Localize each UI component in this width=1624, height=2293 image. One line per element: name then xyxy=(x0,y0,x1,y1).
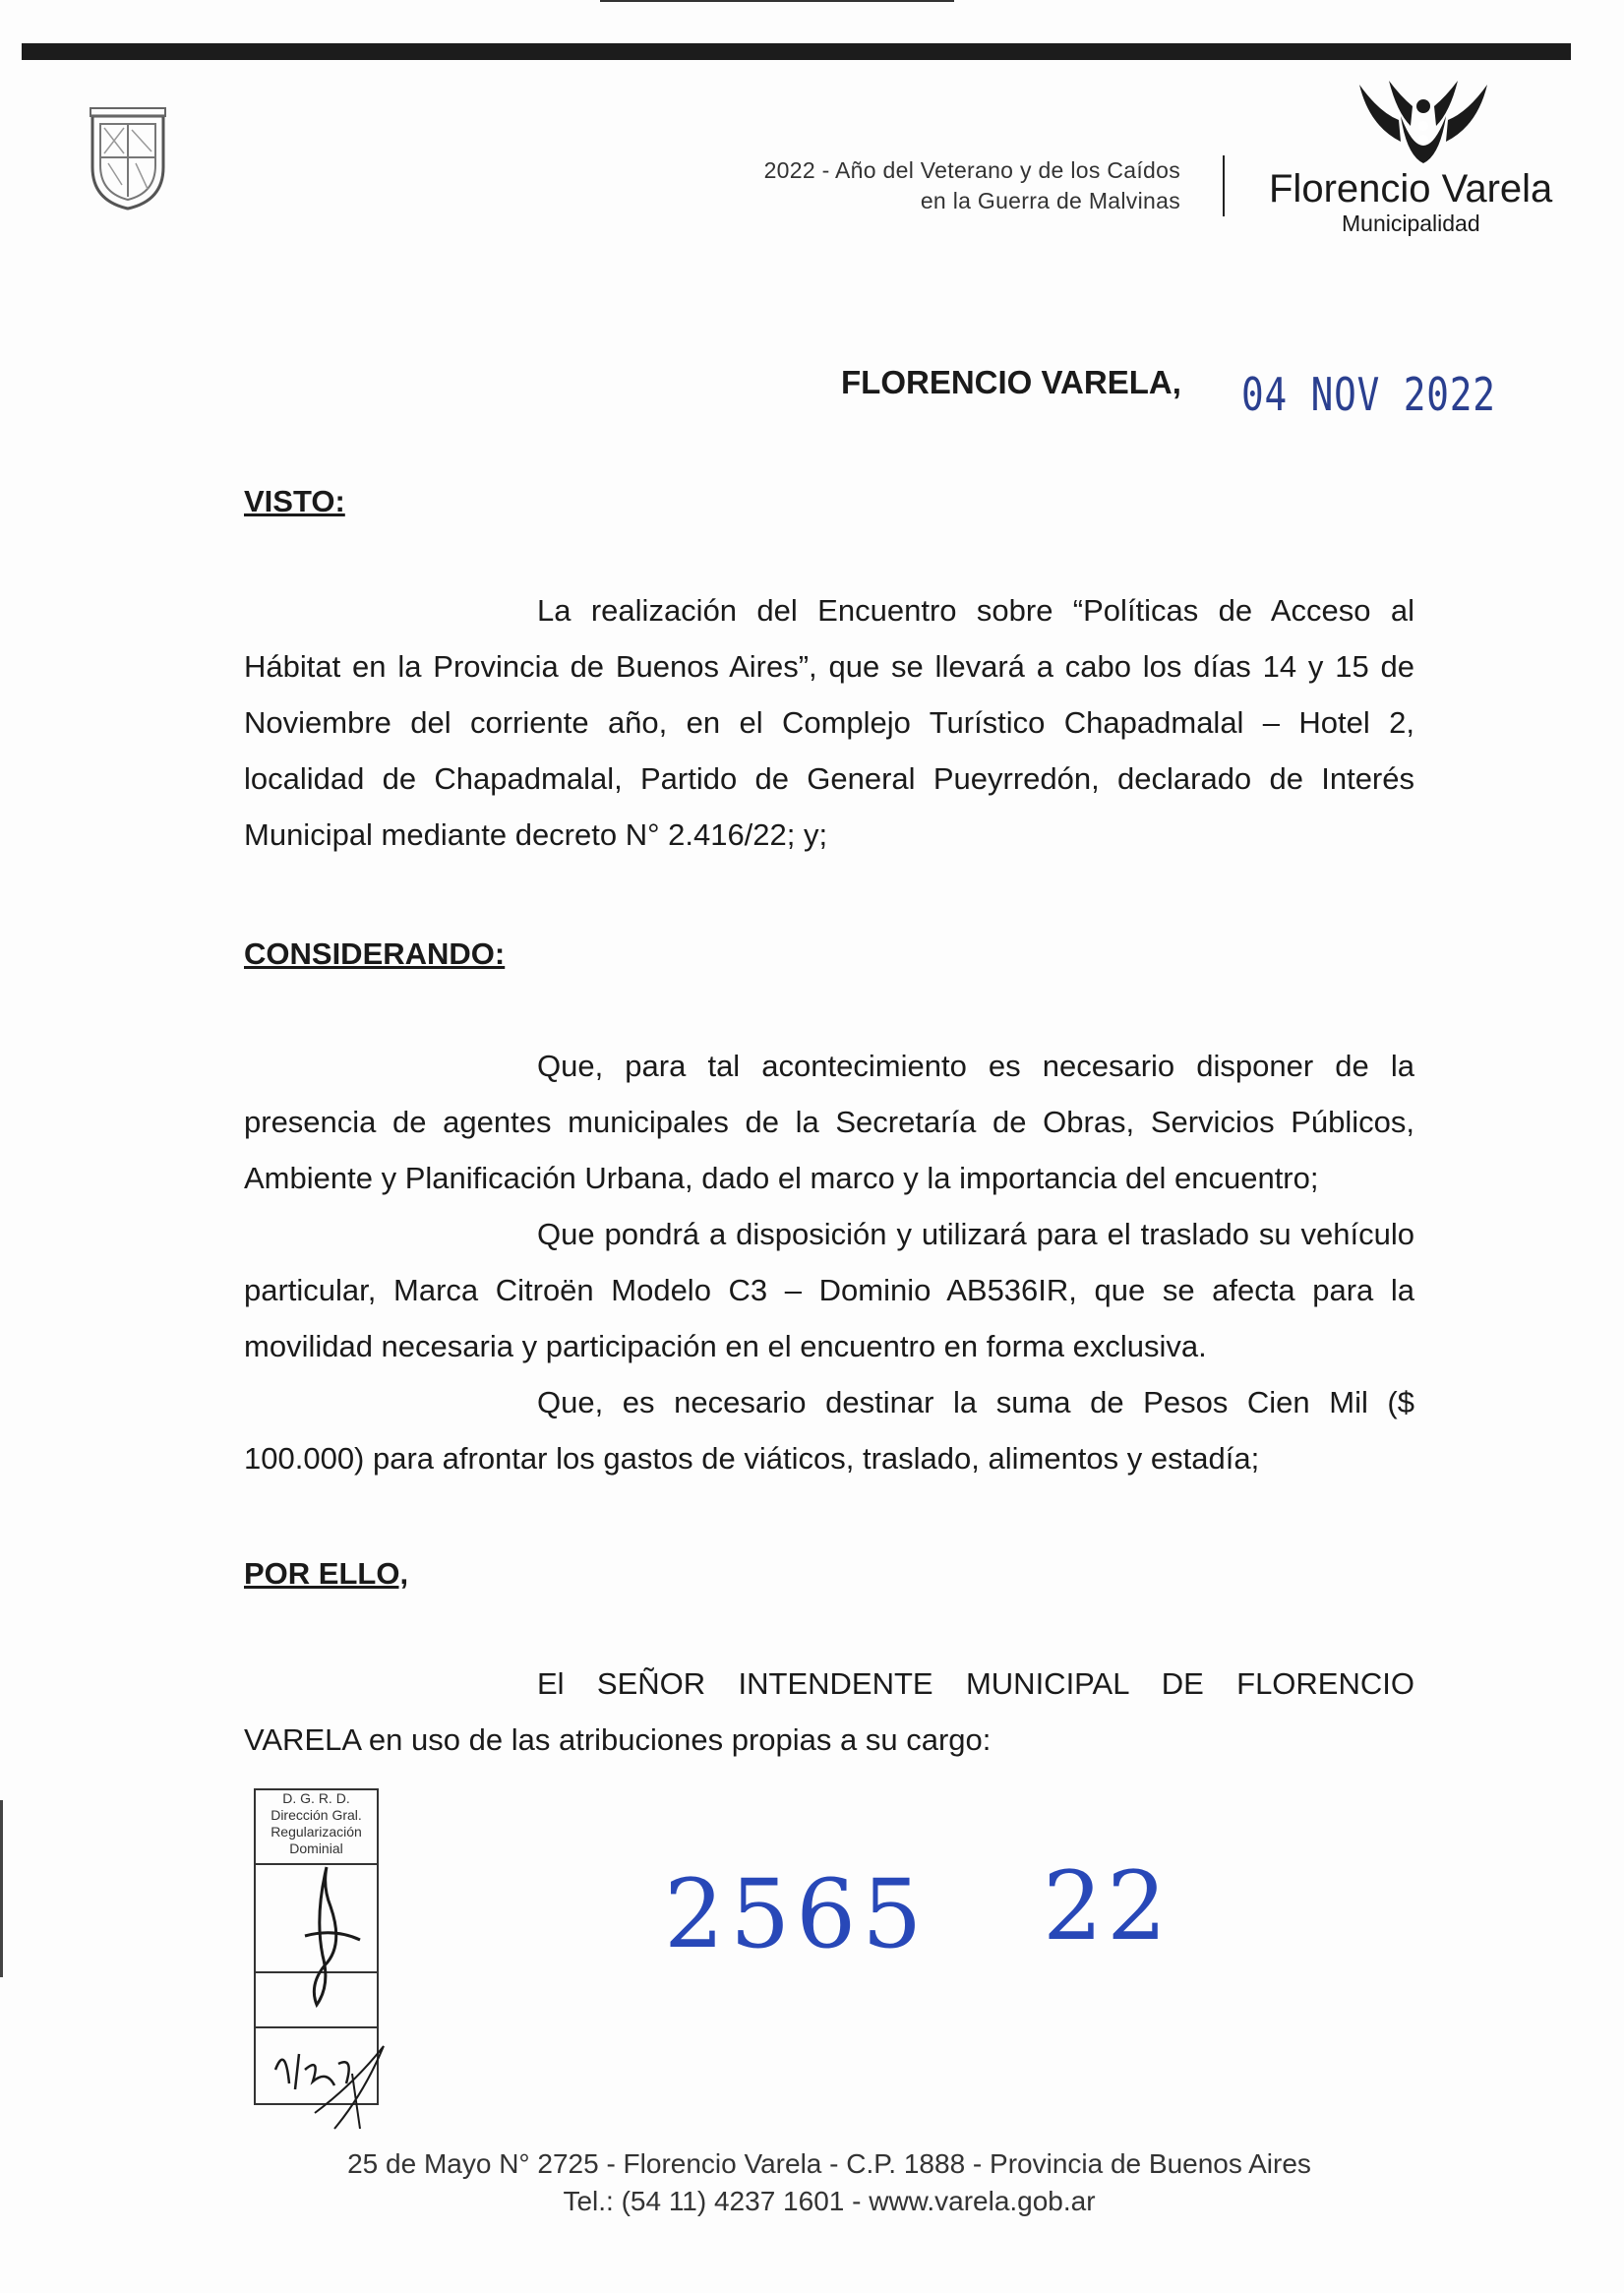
considerando-heading: CONSIDERANDO: xyxy=(244,936,506,971)
considerando-paragraph-2 xyxy=(244,1206,1414,1374)
top-thin-rule xyxy=(600,0,954,2)
por-ello-paragraph xyxy=(244,1656,1414,1768)
dateline-city: FLORENCIO VARELA, xyxy=(841,364,1181,400)
logo-subtitle: Municipalidad xyxy=(1342,211,1480,236)
decree-year: 22 xyxy=(1043,1851,1172,1961)
visto-heading: VISTO: xyxy=(244,484,345,518)
considerando-paragraph-1 xyxy=(244,1038,1414,1206)
year-tagline xyxy=(590,155,1180,186)
tagline-line-2: en la Guerra de Malvinas xyxy=(920,188,1180,213)
footer-contact: Tel.: (54 11) 4237 1601 - www.varela.gob.ar xyxy=(563,2186,1096,2216)
scan-edge-mark xyxy=(0,1800,3,1977)
stamp-line-3: Regularización xyxy=(271,1824,362,1840)
stamp-line-2: Dirección Gral. xyxy=(271,1807,362,1823)
decree-number: 2565 xyxy=(664,1859,929,1969)
considerando-paragraph-3 xyxy=(244,1374,1414,1486)
considerando-text-3: Que, es necesario destinar la suma de Pesos Cien Mil ($ 100.000) para afrontar los gastos de viáticos, traslado, alimentos y estadía; xyxy=(244,1385,1414,1476)
considerando-text-2: Que pondrá a disposición y utilizará para el traslado su vehículo particular, Marca Citroën Modelo C3 – Dominio AB536IR, que se afecta para la movilidad necesaria y participación en el encuentro en forma exclusiva. xyxy=(244,1217,1414,1363)
year-tagline-2 xyxy=(590,186,1180,216)
considerando-text-1: Que, para tal acontecimiento es necesario disponer de la presencia de agentes municipales de la Secretaría de Obras, Servicios Públicos, Ambiente y Planificación Urbana, dado el marco y la importancia del encuentro; xyxy=(244,1049,1414,1195)
stamp-line-4: Dominial xyxy=(289,1840,343,1856)
date-stamp: 04 NOV 2022 xyxy=(1241,368,1496,421)
visto-paragraph xyxy=(244,582,1414,863)
florencio-varela-logo-icon xyxy=(1350,77,1497,167)
por-ello-heading: POR ELLO, xyxy=(244,1556,409,1591)
handwritten-signature-icon xyxy=(266,1838,403,2133)
footer-address: 25 de Mayo N° 2725 - Florencio Varela - C.P. 1888 - Provincia de Buenos Aires xyxy=(347,2148,1311,2179)
municipal-crest-icon xyxy=(87,106,169,212)
tagline-line-1: 2022 - Año del Veterano y de los Caídos xyxy=(763,157,1180,183)
logo-name: Florencio Varela xyxy=(1269,167,1553,211)
visto-text: La realización del Encuentro sobre “Políticas de Acceso al Hábitat en la Provincia de Buenos Aires”, que se llevará a cabo los días 14 y 15 de Noviembre del corriente año, en el Complejo Turístico Chapadmalal – Hotel 2, localidad de Chapadmalal, Partido de General Pueyrredón, declarado de Interés Municipal mediante decreto N° 2.416/22; y; xyxy=(244,593,1414,852)
stamp-line-1: D. G. R. D. xyxy=(282,1790,350,1806)
top-bar xyxy=(22,43,1571,60)
por-ello-text: El SEÑOR INTENDENTE MUNICIPAL DE FLORENCIO VARELA en uso de las atribuciones propias a su cargo: xyxy=(244,1666,1414,1757)
header-divider xyxy=(1223,155,1225,216)
